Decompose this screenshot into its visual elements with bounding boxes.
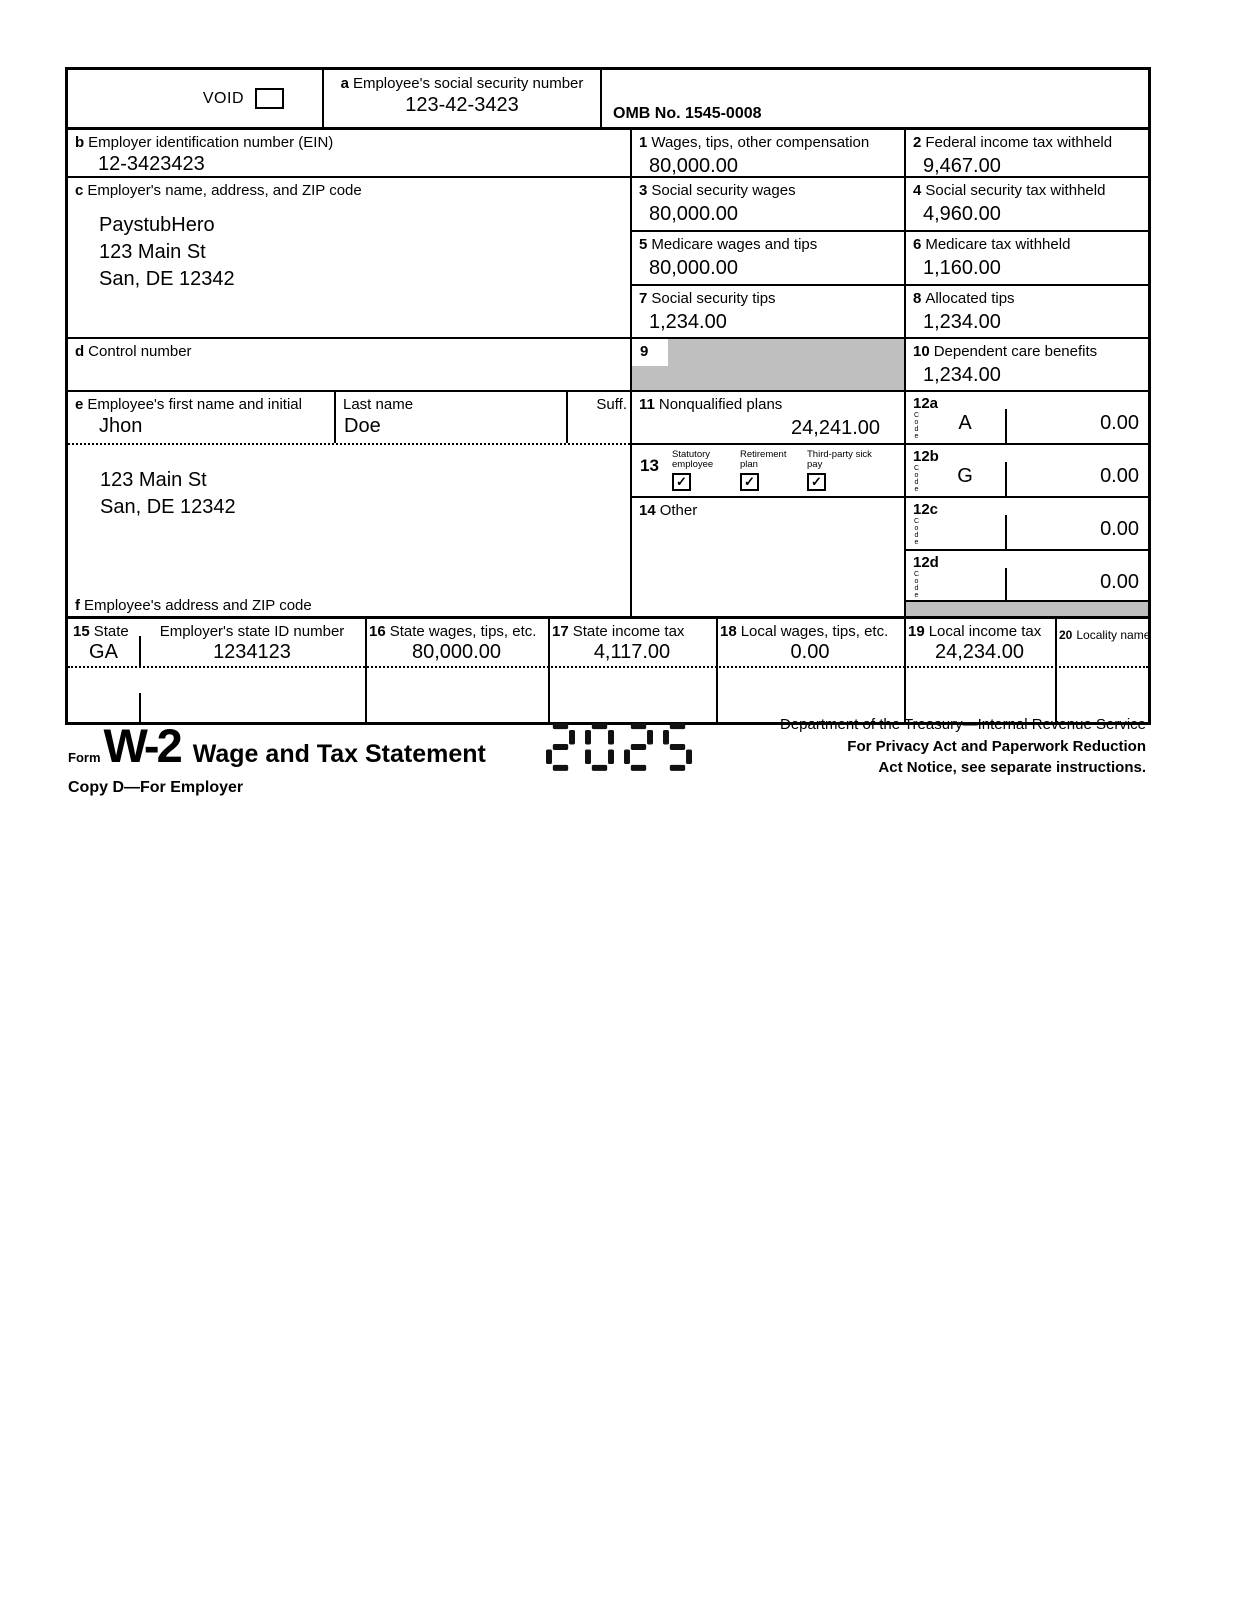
box-2 <box>904 127 1148 176</box>
year-digit <box>585 723 614 771</box>
box-7-label: 7 Social security tips <box>639 290 776 307</box>
box-2-value: 9,467.00 <box>923 155 1001 177</box>
box-1-label: 1 Wages, tips, other compensation <box>639 134 870 151</box>
box-7 <box>630 284 904 337</box>
box-1 <box>630 127 904 176</box>
box-e-name-row <box>68 390 630 445</box>
last-name-cell <box>334 392 566 443</box>
col-17-divider <box>548 619 550 725</box>
box-12c-amount: 0.00 <box>1100 518 1139 540</box>
box-12d-code-word: Code <box>913 571 920 599</box>
privacy-line-2: Act Notice, see separate instructions. <box>878 759 1146 776</box>
box-12b-code-word: Code <box>913 465 920 493</box>
employer-name: PaystubHero <box>99 214 215 236</box>
box-5 <box>630 230 904 284</box>
box-d-control-number <box>68 337 630 390</box>
box-12c-content <box>906 498 1148 549</box>
col-16-divider <box>365 619 367 725</box>
box-12c-divider <box>1005 515 1007 549</box>
box-12d-divider <box>1005 568 1007 600</box>
box-8-label: 8 Allocated tips <box>913 290 1015 307</box>
void-cell <box>68 70 322 127</box>
employee-address-block <box>100 467 630 521</box>
box-5-value: 80,000.00 <box>649 257 738 279</box>
box-a-ssn <box>322 70 600 127</box>
department-line: Department of the Treasury—Internal Revenue Service <box>779 716 1146 733</box>
box-14-other <box>630 496 904 616</box>
box-12a <box>904 390 1148 443</box>
box-12b <box>904 443 1148 496</box>
third-party-sick-pay-item <box>807 450 877 491</box>
box-15-label: 15 State <box>73 623 129 640</box>
copy-designation: Copy D—For Employer <box>68 779 244 796</box>
col-19-divider <box>904 619 906 725</box>
box-14-label: 14 Other <box>639 502 698 519</box>
shaded-strip <box>904 600 1148 616</box>
treasury-block <box>646 714 1146 779</box>
box-e-label: e Employee's first name and initial <box>75 396 302 413</box>
statutory-employee-item <box>672 450 732 491</box>
box-11-value: 24,241.00 <box>791 417 880 439</box>
box-3-value: 80,000.00 <box>649 203 738 225</box>
employer-address-block <box>99 212 630 293</box>
box-12b-number: 12b <box>913 448 939 465</box>
box-19-value: 24,234.00 <box>935 641 1024 663</box>
box-11-label: 11 Nonqualified plans <box>639 396 783 413</box>
box-f-label: f Employee's address and ZIP code <box>75 597 312 614</box>
box-12b-code: G <box>957 465 973 487</box>
box-18-value: 0.00 <box>790 641 830 663</box>
box-12a-code: A <box>958 412 972 434</box>
form-statement-title: Wage and Tax Statement <box>192 740 486 768</box>
box-12d-number: 12d <box>913 554 939 571</box>
box-12c-code-word: Code <box>913 518 920 546</box>
box-11 <box>630 390 904 443</box>
box-4-label: 4 Social security tax withheld <box>913 182 1106 199</box>
w2-form-grid <box>65 67 1151 725</box>
box-6 <box>904 230 1148 284</box>
box-12c-number: 12c <box>913 501 939 518</box>
box-a-label: a Employee's social security number <box>340 75 584 92</box>
box-3-label: 3 Social security wages <box>639 182 796 199</box>
state-local-section <box>68 616 1151 722</box>
box-1-value: 80,000.00 <box>649 155 738 177</box>
box-8 <box>904 284 1148 337</box>
form-word: Form <box>68 750 101 765</box>
col-20-divider <box>1055 619 1057 725</box>
retirement-plan-item <box>740 450 799 491</box>
ssn-value: 123-42-3423 <box>405 94 519 116</box>
suffix-label: Suff. <box>596 396 627 413</box>
box-7-value: 1,234.00 <box>649 311 727 333</box>
employer-city: San, DE 12342 <box>99 268 235 290</box>
statutory-employee-checkbox[interactable]: ✓ <box>672 473 691 491</box>
box-10 <box>904 337 1148 390</box>
first-name-value: Jhon <box>99 415 143 437</box>
statutory-employee-label: Statutory employee <box>672 449 714 470</box>
box-12c <box>904 496 1148 549</box>
box-13-number: 13 <box>640 456 659 475</box>
omb-number: OMB No. 1545-0008 <box>613 105 762 122</box>
box-10-label: 10 Dependent care benefits <box>913 343 1098 360</box>
box-12a-divider <box>1005 409 1007 443</box>
box-12a-amount: 0.00 <box>1100 412 1139 434</box>
box-10-value: 1,234.00 <box>923 364 1001 386</box>
box-15-value: GA <box>89 641 118 663</box>
state-row-dotted-line <box>68 666 1148 668</box>
form-number: W-2 <box>103 719 180 772</box>
box-9-shaded <box>630 337 904 390</box>
year-digit <box>546 723 575 771</box>
first-name-cell <box>68 392 334 443</box>
box-17-label: 17 State income tax <box>552 623 685 640</box>
box-2-label: 2 Federal income tax withheld <box>913 134 1113 151</box>
state-id-value: 1234123 <box>213 641 291 663</box>
retirement-plan-checkbox[interactable]: ✓ <box>740 473 759 491</box>
box-12a-number: 12a <box>913 395 939 412</box>
employee-address-area <box>68 445 630 616</box>
box-4 <box>904 176 1148 230</box>
suffix-cell <box>566 392 630 443</box>
retirement-plan-label: Retirement plan <box>740 449 787 470</box>
box-20-label: 20 Locality name <box>1059 628 1151 642</box>
form-title-block <box>68 719 486 772</box>
box-18-label: 18 Local wages, tips, etc. <box>720 623 889 640</box>
box-12b-divider <box>1005 462 1007 496</box>
box-4-value: 4,960.00 <box>923 203 1001 225</box>
box-12a-code-word: Code <box>913 412 920 440</box>
box-16-value: 80,000.00 <box>412 641 501 663</box>
box-12b-amount: 0.00 <box>1100 465 1139 487</box>
void-label: VOID <box>202 89 244 107</box>
col-18-divider <box>716 619 718 725</box>
box-c-employer <box>68 176 630 337</box>
void-checkbox[interactable] <box>255 88 284 109</box>
box-13 <box>630 443 904 496</box>
box-12b-content <box>906 445 1148 496</box>
box-13-content <box>632 445 904 491</box>
privacy-line-1: For Privacy Act and Paperwork Reduction <box>847 737 1146 755</box>
box-3 <box>630 176 904 230</box>
box-12d-amount: 0.00 <box>1100 571 1139 593</box>
box-b-label: b Employer identification number (EIN) <box>75 134 334 151</box>
box-5-label: 5 Medicare wages and tips <box>639 236 818 253</box>
box-d-label: d Control number <box>75 343 192 360</box>
last-name-value: Doe <box>344 415 381 437</box>
box-9-label: 9 <box>632 339 668 366</box>
last-name-label: Last name <box>343 396 414 413</box>
third-party-sick-pay-checkbox[interactable]: ✓ <box>807 473 826 491</box>
box-c-label: c Employer's name, address, and ZIP code <box>75 182 362 199</box>
third-party-sick-pay-label: Third-party sick pay <box>807 449 872 470</box>
box-12d-content <box>906 551 1148 600</box>
employee-street: 123 Main St <box>100 469 207 491</box>
box-19-label: 19 Local income tax <box>908 623 1042 640</box>
box-17-value: 4,117.00 <box>593 641 671 663</box>
ein-value: 12-3423423 <box>98 153 205 175</box>
employee-city: San, DE 12342 <box>100 496 236 518</box>
box-12d <box>904 549 1148 600</box>
box-b-ein <box>68 127 630 176</box>
box-12a-content <box>906 392 1148 443</box>
box-8-value: 1,234.00 <box>923 311 1001 333</box>
box-6-label: 6 Medicare tax withheld <box>913 236 1071 253</box>
employer-street: 123 Main St <box>99 241 206 263</box>
state-id-label: Employer's state ID number <box>159 623 345 640</box>
box-16-label: 16 State wages, tips, etc. <box>369 623 537 640</box>
box-6-value: 1,160.00 <box>923 257 1001 279</box>
omb-cell <box>600 70 1148 127</box>
